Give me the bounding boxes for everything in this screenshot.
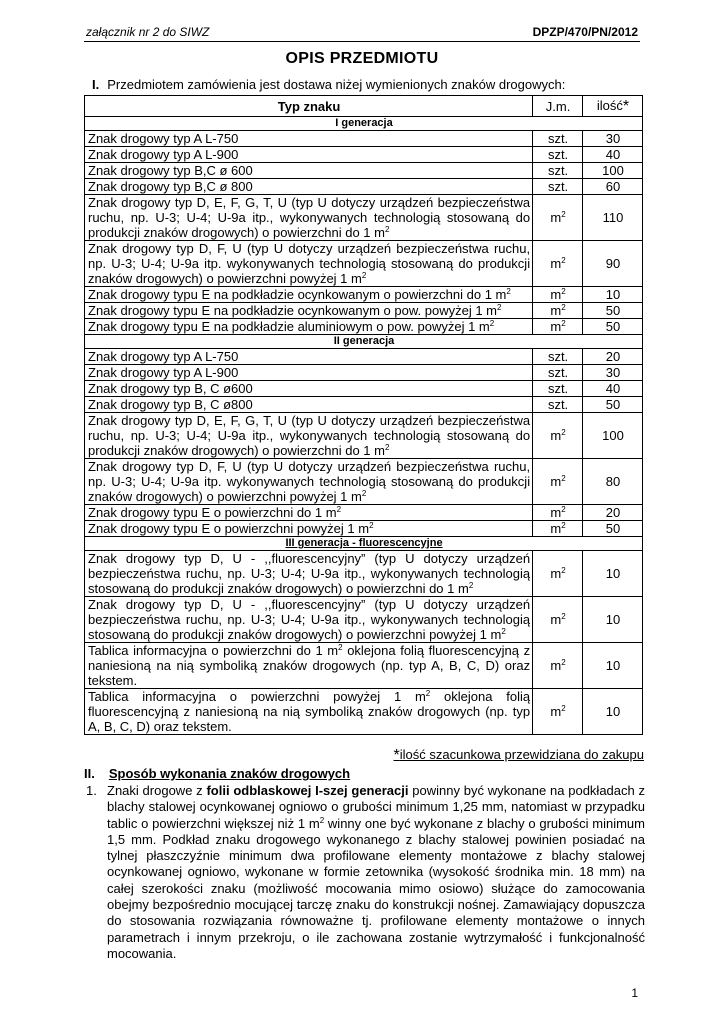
footnote [394,747,644,765]
table-row [85,597,643,643]
quantity-cell: 10 [583,551,643,597]
quantity-cell: 30 [583,365,643,381]
quantity-cell: 100 [583,163,643,179]
section-2-heading [84,766,350,781]
sign-name: Znak drogowy typu E o powierzchni powyżej 1 $m^2$ [85,521,533,537]
header-document-number: DPZP/470/PN/2012 [532,25,638,39]
quantity-cell: 110 [583,195,643,241]
section-2-number: II. [84,766,95,781]
table-row [85,413,643,459]
table-row [85,365,643,381]
quantity-cell: 60 [583,179,643,195]
unit-cell: $m^2$ [533,521,583,537]
header-rule [84,41,640,42]
unit-cell: $m^2$ [533,689,583,735]
section-1-text: Przedmiotem zamówienia jest dostawa niżej wymienionych znaków drogowych: [107,77,566,92]
sign-name: Znak drogowy typu E na podkładzie ocynkowanym o powierzchni do 1 $m^2$ [85,287,533,303]
quantity-cell: 20 [583,505,643,521]
sign-name: Znak drogowy typ D, F, U (typ U dotyczy urządzeń bezpieczeństwa ruchu, np. U-3; U-4; U-9a itp. wykonywanych technologią stosowaną do produkcji znaków drogowych) o powierzchni powyżej 1 $m^2$ [85,459,533,505]
generation-title: I generacja [85,117,643,131]
sign-name: Znak drogowy typ A L-900 [85,147,533,163]
generation-row [85,117,643,131]
quantity-cell: 10 [583,287,643,303]
header-type: Typ znaku [85,96,533,117]
table-row [85,241,643,287]
unit-cell: szt. [533,147,583,163]
table-row [85,303,643,319]
table-body [85,117,643,735]
unit-cell: $m^2$ [533,551,583,597]
sign-name: Tablica informacyjna o powierzchni do 1 $m^2$ oklejona folią fluorescencyjną z naniesioną na nią symboliką znaków drogowych (np. typ A, B, C, D) oraz tekstem. [85,643,533,689]
quantity-cell: 50 [583,397,643,413]
generation-row [85,335,643,349]
table-row [85,505,643,521]
page-title: OPIS PRZEDMIOTU [285,50,439,67]
quantity-cell: 50 [583,303,643,319]
sign-name: Znak drogowy typ D, U - ,,fluorescencyjny” (typ U dotyczy urządzeń bezpieczeństwa ruchu, np. U-3; U-4; U-9a itp., wykonywanych technologią stosowaną do produkcji znaków drogowych) o powierzchni powyżej 1 $m^2$ [85,597,533,643]
quantity-cell: 20 [583,349,643,365]
quantity-cell: 30 [583,131,643,147]
unit-cell: szt. [533,365,583,381]
table-row [85,459,643,505]
table-row [85,319,643,335]
sign-name: Znak drogowy typu E na podkładzie ocynkowanym o pow. powyżej 1 $m^2$ [85,303,533,319]
table-row [85,179,643,195]
table-header-row [85,96,643,117]
paragraph-text: Znaki drogowe z folii odblaskowej I-szej generacji powinny być wykonane na podkładach z blachy stalowej ocynkowanej ogniowo o grubości minimum 1,25 mm, natomiast w przypadku tablic o powierzchni większej niż 1 $m^2$ winny one być wykonane z blachy o grubości minimum 1,5 mm. Podkład znaku drogowego wykonanego z blachy stalowej powinien posiadać na tylnej płaszczyźnie minimum dwa profilowane elementy montażowe z blachy stalowej ocynkowanej ogniowo, wykonane w formie zetownika (wysokość środnika min. 18 mm) na całej szerokości znaku (możliwość mocowania mimo osiowo) służące do zamocowania obejmy bezpośrednio mocującej tarczę znaku do konstrukcji nośnej. Zamawiający dopuszcza do stosowania rozwiązania równoważne tj. profilowane elementy montażowe o innych parametrach i innym przekroju, o ile zachowana zostanie wytrzymałość i funkcjonalność mocowania. [107,783,645,961]
footnote-text: ilość szacunkowa przewidziana do zakupu [399,747,644,762]
quantity-cell: 50 [583,521,643,537]
sign-name: Znak drogowy typ A L-750 [85,131,533,147]
unit-cell: $m^2$ [533,505,583,521]
table-row [85,521,643,537]
page-number: 1 [631,986,638,1000]
unit-cell: $m^2$ [533,241,583,287]
table-row [85,551,643,597]
paragraph-number: 1. [86,783,97,798]
unit-cell: $m^2$ [533,643,583,689]
sign-name: Znak drogowy typ B,C ø 600 [85,163,533,179]
section-2-title: Sposób wykonania znaków drogowych [108,766,351,781]
table-row [85,287,643,303]
section-1-number: I. [92,77,100,92]
unit-cell: szt. [533,349,583,365]
unit-cell: $m^2$ [533,413,583,459]
sign-name: Znak drogowy typ D, U - ,,fluorescencyjny” (typ U dotyczy urządzeń bezpieczeństwa ruchu, np. U-3; U-4; U-9a itp., wykonywanych technologią stosowaną do produkcji znaków drogowych) o powierzchni do 1 $m^2$ [85,551,533,597]
sign-name: Znak drogowy typu E o powierzchni do 1 $m^2$ [85,505,533,521]
sign-name: Znak drogowy typ A L-900 [85,365,533,381]
unit-cell: szt. [533,131,583,147]
sign-name: Znak drogowy typ A L-750 [85,349,533,365]
sign-name: Znak drogowy typ B, C ø600 [85,381,533,397]
unit-cell: szt. [533,397,583,413]
quantity-cell: 90 [583,241,643,287]
quantity-cell: 40 [583,381,643,397]
table-row [85,689,643,735]
quantity-cell: 40 [583,147,643,163]
quantity-cell: 10 [583,643,643,689]
quantity-cell: 100 [583,413,643,459]
table-row [85,643,643,689]
table-row [85,349,643,365]
unit-cell: szt. [533,179,583,195]
table-row [85,381,643,397]
generation-title: III generacja - fluorescencyjne [85,537,643,551]
unit-cell: $m^2$ [533,287,583,303]
table-row [85,147,643,163]
unit-cell: $m^2$ [533,303,583,319]
sign-name: Znak drogowy typ D, F, U (typ U dotyczy urządzeń bezpieczeństwa ruchu, np. U-3; U-4; U-9a itp. wykonywanych technologią stosowaną do produkcji znaków drogowych) o powierzchni powyżej 1 $m^2$ [85,241,533,287]
quantity-cell: 10 [583,597,643,643]
table-row [85,397,643,413]
generation-title: II generacja [85,335,643,349]
unit-cell: $m^2$ [533,459,583,505]
unit-cell: szt. [533,163,583,179]
sign-name: Znak drogowy typu E na podkładzie aluminiowym o pow. powyżej 1 $m^2$ [85,319,533,335]
footnote-mark: * [393,747,400,764]
unit-cell: szt. [533,381,583,397]
sign-name: Tablica informacyjna o powierzchni powyżej 1 $m^2$ oklejona folią fluorescencyjną z naniesioną na nią symboliką znaków drogowych (np. typ A, B, C, D) oraz tekstem. [85,689,533,735]
sign-name: Znak drogowy typ B, C ø800 [85,397,533,413]
table-row [85,195,643,241]
header-qty: ilość* [583,96,643,117]
quantity-cell: 10 [583,689,643,735]
unit-cell: $m^2$ [533,195,583,241]
unit-cell: $m^2$ [533,319,583,335]
quantity-cell: 80 [583,459,643,505]
section-2-paragraph-1 [86,783,645,962]
quantity-cell: 50 [583,319,643,335]
sign-name: Znak drogowy typ D, E, F, G, T, U (typ U dotyczy urządzeń bezpieczeństwa ruchu, np. U-3; U-4; U-9a itp., wykonywanych technologią stosowaną do produkcji znaków drogowych) o powierzchni do 1 $m^2$ [85,195,533,241]
unit-cell: $m^2$ [533,597,583,643]
table-row [85,163,643,179]
header-attachment-label: załącznik nr 2 do SIWZ [86,25,210,39]
sign-name: Znak drogowy typ B,C ø 800 [85,179,533,195]
header-unit: J.m. [533,96,583,117]
sign-table [84,95,643,735]
section-1-intro [92,77,565,92]
table-row [85,131,643,147]
sign-name: Znak drogowy typ D, E, F, G, T, U (typ U dotyczy urządzeń bezpieczeństwa ruchu, np. U-3; U-4; U-9a itp., wykonywanych technologią stosowaną do produkcji znaków drogowych) o powierzchni do 1 $m^2$ [85,413,533,459]
generation-row [85,537,643,551]
